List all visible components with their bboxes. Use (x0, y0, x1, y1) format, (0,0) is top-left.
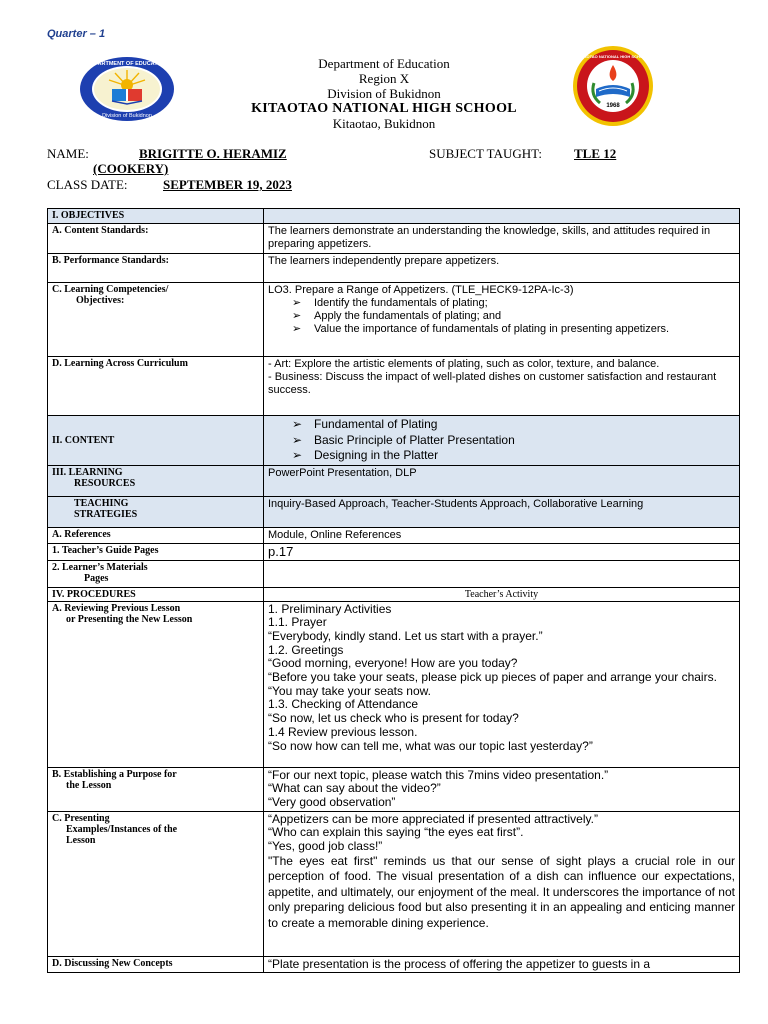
arrow-bullet-icon: ➢ (292, 448, 303, 462)
eyes-eat-first-paragraph: "The eyes eat first" reminds us that our sense of sight plays a crucial role in our perception of food. The visual presentation of a dish can influence our expectations, appetite, and ultimately, our enjoyment of the meal. It underscores the importance of not only preparing delicious food but also presenting it in an appealing and enticing manner to create a memorable dining experience. (268, 853, 735, 930)
learning-resources-heading (48, 465, 264, 496)
references-label: A. References (48, 527, 264, 543)
arrow-bullet-icon: ➢ (292, 297, 302, 309)
list-item: ➢ Identify the fundamentals of plating; (292, 297, 488, 309)
teaching-strategies-heading (48, 496, 264, 527)
list-item: ➢ Value the importance of fundamentals of plating in presenting appetizers. (292, 323, 670, 335)
header-address: Kitaotao, Bukidnon (332, 116, 436, 131)
learning-competencies-value (264, 283, 740, 357)
text-line: “Everybody, kindly stand. Let us start with a prayer.” (268, 628, 543, 643)
content-list (268, 417, 735, 464)
text-line: “So now, let us check who is present for today? (268, 711, 519, 726)
text-line: 1.1. Prayer (268, 615, 327, 630)
teaching-strategies-heading-line1: TEACHING (74, 497, 129, 509)
discussing-new-concepts-label: D. Discussing New Concepts (48, 956, 264, 973)
text-line: “For our next topic, please watch this 7mins video presentation.” (268, 767, 609, 782)
text-line: “Good morning, everyone! How are you today? (268, 656, 518, 671)
teachers-guide-value: p.17 (264, 543, 740, 560)
subject-sub: (COOKERY) (93, 161, 169, 176)
lesson-plan-table (47, 208, 740, 973)
list-item: ➢ Designing in the Platter (292, 448, 439, 462)
list-item: ➢ Apply the fundamentals of plating; and (292, 310, 502, 322)
presenting-label-line2: Examples/Instances of the (66, 823, 178, 835)
learning-competencies-label-line1: C. Learning Competencies/ (52, 284, 169, 295)
teachers-guide-label: 1. Teacher’s Guide Pages (48, 543, 264, 560)
school-seal-year: 1968 (606, 103, 620, 109)
text-line: “Very good observation” (268, 794, 396, 809)
text-line: 1.2. Greetings (268, 642, 344, 657)
name-label: NAME: (47, 146, 89, 161)
learners-materials-label-line2: Pages (84, 572, 109, 584)
arrow-bullet-icon: ➢ (292, 323, 302, 335)
learning-resources-heading-line1: III. LEARNING (52, 466, 123, 478)
reviewing-label-line2: or Presenting the New Lesson (66, 613, 193, 625)
learning-across-curriculum-value (264, 357, 740, 416)
text-line: “Who can explain this saying “the eyes eat first”. (268, 825, 524, 840)
teaching-strategies-heading-line2: STRATEGIES (74, 508, 138, 520)
text-line: “You may take your seats now. (268, 683, 431, 698)
deped-seal-bottom-text: Division of Bukidnon (102, 113, 152, 119)
text-line: 1. Preliminary Activities (268, 601, 392, 616)
curriculum-art: - Art: Explore the artistic elements of plating, such as color, texture, and balance. (268, 358, 660, 370)
header-school: KITAOTAO NATIONAL HIGH SCHOOL (251, 101, 517, 116)
arrow-bullet-icon: ➢ (292, 417, 303, 431)
procedures-heading: IV. PROCEDURES (48, 587, 264, 601)
presenting-label-line1: C. Presenting (52, 812, 110, 824)
subject-label: SUBJECT TAUGHT: (429, 146, 543, 161)
reviewing-label-line1: A. Reviewing Previous Lesson (52, 602, 181, 614)
text-line: “Appetizers can be more appreciated if presented attractively.” (268, 811, 598, 826)
establishing-label-line1: B. Establishing a Purpose for (52, 768, 177, 780)
learning-across-curriculum-label: D. Learning Across Curriculum (48, 357, 264, 416)
teaching-strategies-value: Inquiry-Based Approach, Teacher-Students Approach, Collaborative Learning (264, 496, 740, 527)
text-line: “Yes, good job class!” (268, 839, 383, 854)
reviewing-previous-lesson-label (48, 601, 264, 767)
text-line: 1.4 Review previous lesson. (268, 724, 418, 739)
header-department: Department of Education (318, 56, 450, 71)
learning-competencies-label (48, 283, 264, 357)
learning-resources-value: PowerPoint Presentation, DLP (264, 465, 740, 496)
learners-materials-value (264, 560, 740, 587)
establishing-purpose-label (48, 767, 264, 811)
content-standards-value: The learners demonstrate an understanding the knowledge, skills, and attitudes required in preparing appetizers. (264, 224, 740, 254)
performance-standards-value: The learners independently prepare appetizers. (264, 254, 740, 283)
text-line: “Before you take your seats, please pick up pieces of paper and arrange your chairs. (268, 670, 717, 685)
presenting-examples-value (264, 811, 740, 956)
content-heading: II. CONTENT (48, 416, 264, 466)
performance-standards-label: B. Performance Standards: (48, 254, 264, 283)
learners-materials-label (48, 560, 264, 587)
text-line: “So now how can tell me, what was our topic last yesterday?” (268, 738, 593, 753)
reviewing-previous-lesson-value (264, 601, 740, 767)
quarter-label: Quarter – 1 (47, 28, 106, 40)
establishing-label-line2: the Lesson (66, 779, 112, 791)
content-value (264, 416, 740, 466)
class-date-value: SEPTEMBER 19, 2023 (163, 177, 292, 192)
subject-value: TLE 12 (574, 146, 617, 161)
learning-competencies-label-line2: Objectives: (76, 295, 125, 306)
class-date-label: CLASS DATE: (47, 177, 128, 192)
curriculum-business: - Business: Discuss the impact of well-plated dishes on customer satisfaction and restaurant success. (268, 371, 717, 396)
references-value: Module, Online References (264, 527, 740, 543)
list-item: ➢ Fundamental of Plating (292, 417, 438, 431)
competency-list (268, 297, 735, 336)
list-item: ➢ Basic Principle of Platter Presentation (292, 432, 515, 447)
learning-resources-heading-line2: RESOURCES (74, 477, 136, 489)
content-standards-label: A. Content Standards: (48, 224, 264, 254)
presenting-examples-label (48, 811, 264, 956)
deped-seal-top-text: DEPARTMENT OF EDUCATION (86, 61, 168, 67)
school-seal-ring-text: KITAOTAO NATIONAL HIGH SCHOOL (577, 54, 649, 59)
header-division: Division of Bukidnon (327, 86, 441, 101)
establishing-purpose-value (264, 767, 740, 811)
competency-intro: LO3. Prepare a Range of Appetizers. (TLE_HECK9-12PA-Ic-3) (268, 284, 574, 296)
document-header (0, 56, 768, 131)
name-value: BRIGITTE O. HERAMIZ (139, 146, 287, 161)
arrow-bullet-icon: ➢ (292, 432, 303, 447)
text-line: 1.3. Checking of Attendance (268, 697, 419, 712)
learners-materials-label-line1: 2. Learner’s Materials (52, 561, 148, 573)
objectives-heading: I. OBJECTIVES (48, 209, 264, 224)
teachers-activity-header: Teacher’s Activity (264, 587, 740, 601)
discussing-new-concepts-value: “Plate presentation is the process of offering the appetizer to guests in a (264, 956, 740, 973)
presenting-label-line3: Lesson (66, 834, 96, 846)
arrow-bullet-icon: ➢ (292, 310, 302, 322)
header-region: Region X (358, 71, 410, 86)
text-line: “What can say about the video?” (268, 781, 441, 796)
